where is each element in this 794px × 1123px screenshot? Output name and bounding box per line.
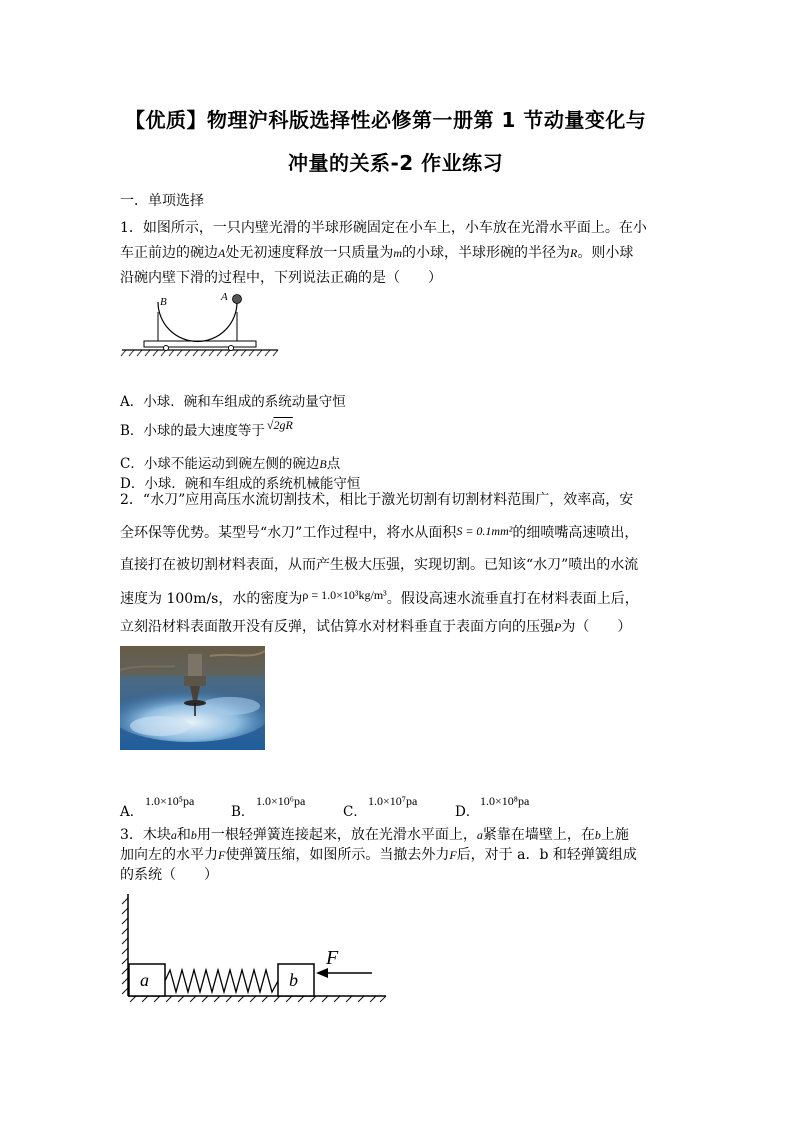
q1-bowl-cart-figure — [118, 290, 283, 358]
block-b-label: b — [289, 970, 298, 990]
q1-option-a: A．小球．碗和车组成的系统动量守恒 — [120, 394, 346, 410]
waterjet-photo — [120, 646, 265, 750]
q3-line-2: 加向左的水平力F使弹簧压缩，如图所示。当撤去外力F后，对于 a．b 和轻弹簧组成 — [120, 847, 637, 863]
q3-spring-blocks-figure — [118, 888, 393, 1008]
q3-line-3: 的系统（ ） — [120, 867, 218, 883]
q2-option-c-label: C． — [343, 804, 367, 820]
q1-line-3: 沿碗内壁下滑的过程中，下列说法正确的是（ ） — [120, 270, 442, 286]
q2-option-d-value: 1.0×10⁸pa — [480, 794, 530, 808]
q2-option-b-value: 1.0×10⁶pa — [256, 794, 306, 808]
q2-line-5: 立刻沿材料表面散开没有反弹，试估算水对材料垂直于表面方向的压强P为（ ） — [120, 619, 632, 635]
q1-line-1: 1．如图所示，一只内壁光滑的半球形碗固定在小车上，小车放在光滑水平面上。在小 — [120, 220, 647, 236]
q1-option-c: C．小球不能运动到碗左侧的碗边B点 — [120, 456, 341, 472]
q2-line-3: 直接打在被切割材料表面，从而产生极大压强，实现切割。已知该“水刀”喷出的水流 — [120, 557, 639, 573]
block-a-label: a — [140, 970, 149, 990]
q2-option-c-value: 1.0×10⁷pa — [368, 794, 418, 808]
q1-option-d: D．小球．碗和车组成的系统机械能守恒 — [120, 476, 361, 492]
figure-label-a: A — [221, 291, 228, 303]
q2-option-a-label: A． — [120, 804, 144, 820]
q1-line-2: 车正前边的碗边A处无初速度释放一只质量为m的小球，半球形碗的半径为R。则小球 — [120, 245, 634, 261]
section-heading: 一．单项选择 — [120, 193, 204, 209]
q2-line-1: 2．“水刀”应用高压水流切割技术，相比于激光切割有切割材料范围广，效率高，安 — [120, 492, 634, 508]
q2-option-b-label: B． — [231, 804, 255, 820]
q2-option-a-value: 1.0×10⁵pa — [145, 794, 195, 808]
q2-option-d-label: D． — [455, 804, 480, 820]
q3-line-1: 3．木块a和b用一根轻弹簧连接起来，放在光滑水平面上，a紧靠在墙壁上，在b上施 — [120, 827, 629, 843]
q2-line-4: 速度为 100m/s，水的密度为ρ = 1.0×10³kg/m³。假设高速水流垂直打在材料表面上后， — [120, 588, 639, 607]
q2-line-2: 全环保等优势。某型号“水刀”工作过程中，将水从面积S = 0.1mm²的细喷嘴高速喷出， — [120, 524, 639, 541]
page-title-line-1: 【优质】物理沪科版选择性必修第一册第 1 节动量变化与 — [125, 108, 647, 132]
figure-label-b: B — [160, 296, 167, 308]
sqrt-symbol: √2gR — [266, 418, 293, 432]
q1-option-b: B．小球的最大速度等于 √2gR — [120, 418, 293, 439]
page-title-line-2: 冲量的关系-2 作业练习 — [288, 151, 504, 175]
force-label: F — [326, 947, 339, 969]
